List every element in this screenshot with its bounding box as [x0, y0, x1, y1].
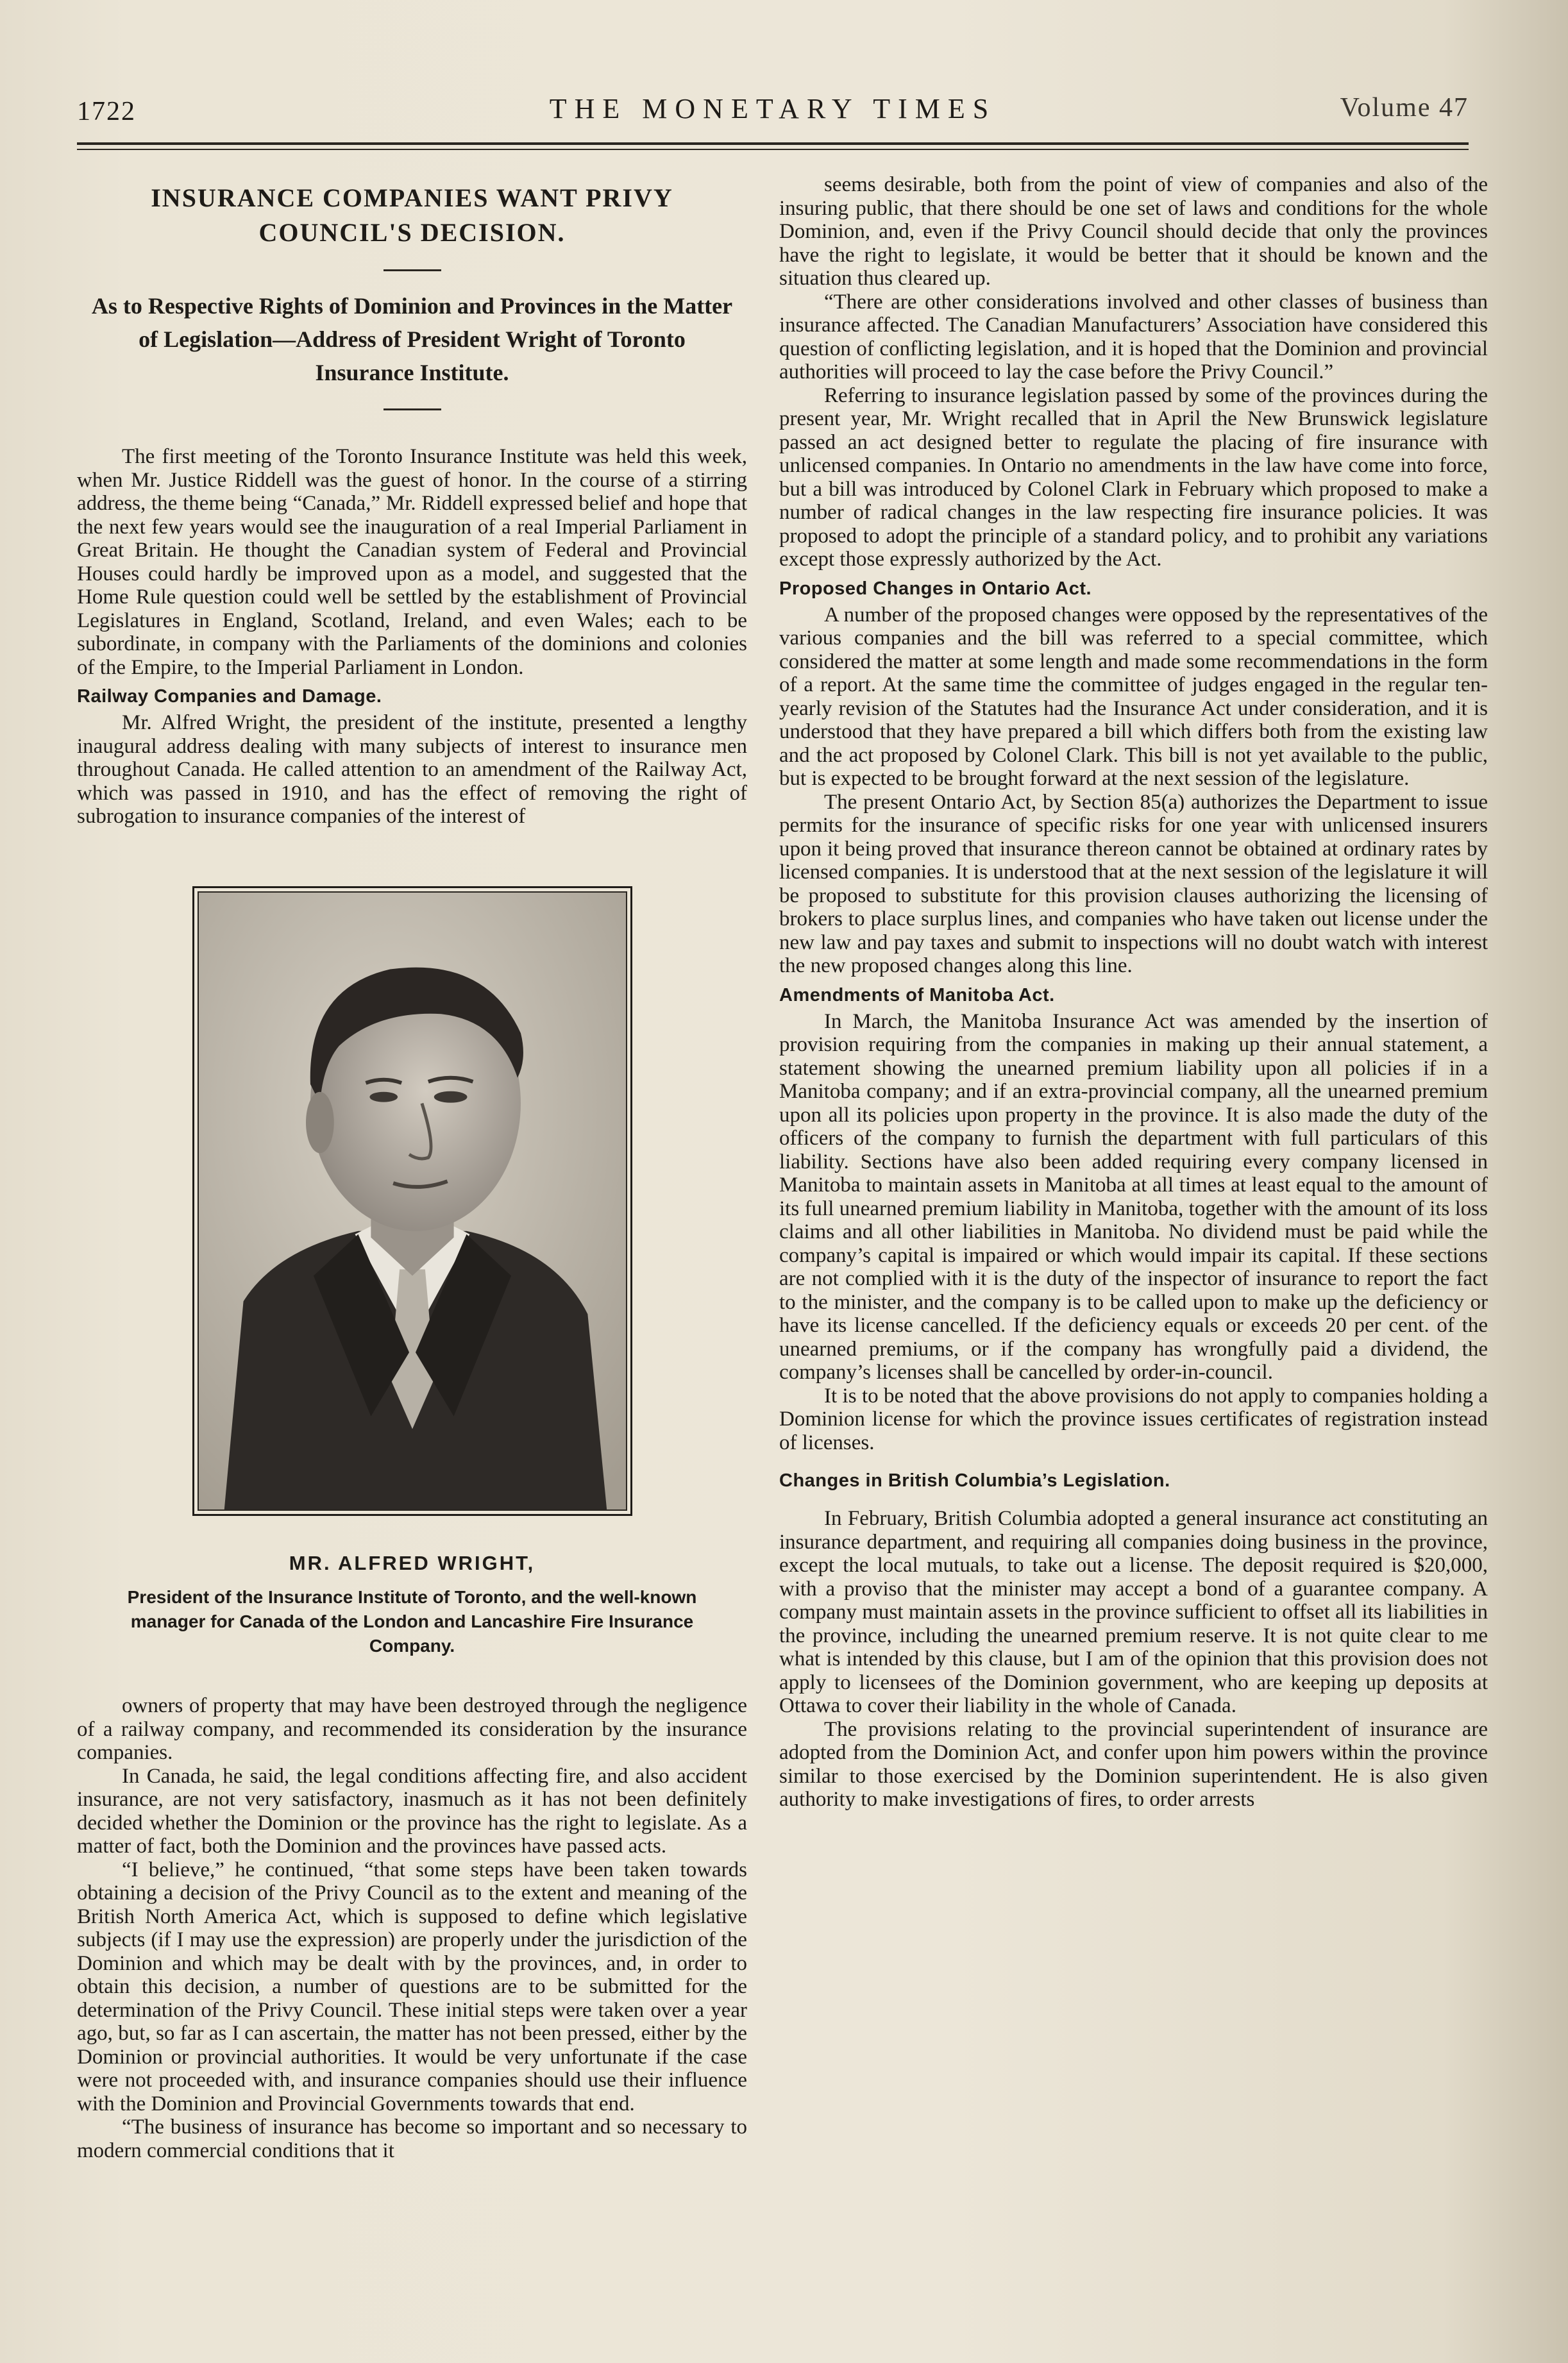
body-paragraph: The provisions relating to the provincial superintendent of insurance are adopted from the Dominion Act, and confer upon him powers within the province similar to those exercised by the Dominion superintendent. He is also given authority to make investigations of fires, to order arrests	[779, 1717, 1488, 1811]
body-paragraph: In Canada, he said, the legal conditions affecting fire, and also accident insurance, are not very satisfactory, inasmuch as it has not been definitely decided whether the Dominion or the province has the right to legislate. As a matter of fact, both the Dominion and the provinces have passed acts.	[77, 1764, 747, 1858]
headline-line-1: INSURANCE COMPANIES WANT PRIVY	[151, 183, 673, 212]
header-rule-thin	[77, 149, 1469, 150]
subhead-british-columbia: Changes in British Columbia’s Legislation.	[779, 1470, 1170, 1491]
page-number: 1722	[77, 97, 136, 126]
journal-title: THE MONETARY TIMES	[549, 93, 997, 124]
body-paragraph: In February, British Columbia adopted a general insurance act constituting an insurance department, and requiring all companies doing business in the province, except the local mutuals, to take out a license. The deposit required is $20,000, with a proviso that the minister may accept a bond of a guarantee company. A company must maintain assets in the province sufficient to offset all its liabilities in the province, including the unearned premium reserve. It is not quite clear to me what is intended by this clause, but I am of the opinion that this provision does not apply to licensees of the Dominion government, who are keeping up deposits at Ottawa to cover their liability in the whole of Canada.	[779, 1507, 1488, 1717]
body-paragraph: Referring to insurance legislation passed by some of the provinces during the present year, Mr. Wright recalled that in April the New Brunswick legislature passed an act designed better to regulate the placing of fire insurance with unlicensed companies. In Ontario no amendments in the law have come into force, but a bill was introduced by Colonel Clark in February which proposed to make a number of radical changes in the law respecting fire insurance policies. It was proposed to adopt the principle of a standard policy, and to prohibit any variations except those expressly authorized by the Act.	[779, 383, 1488, 571]
right-body-section-3	[779, 1010, 1488, 1455]
body-paragraph: “I believe,” he continued, “that some steps have been taken towards obtaining a decision of the Privy Council as to the extent and meaning of the British North America Act, which is supposed to define which legislative subjects (if I may use the expression) are properly under the jurisdiction of the Dominion and which may be dealt with by the provinces, and, in order to obtain this decision, a number of questions are to be submitted for the determination of the Privy Council. These initial steps were taken over a year ago, but, so far as I can ascertain, the matter has not been pressed, either by the Dominion or provincial authorities. It would be very unfortunate if the case were not proceeded with, and insurance companies should use their influence with the Dominion and Provincial Governments towards that end.	[77, 1858, 747, 2115]
left-column	[77, 173, 747, 2162]
right-body-section-4	[779, 1507, 1488, 1812]
body-paragraph: The first meeting of the Toronto Insurance Institute was held this week, when Mr. Justice Riddell was the guest of honor. In the course of a stirring address, the theme being “Canada,” Mr. Riddell expressed belief and hope that the next few years would see the inauguration of a real Imperial Parliament in Great Britain. He thought the Canadian system of Federal and Provincial Houses could hardly be improved upon as a model, and suggested that the Home Rule question could well be settled by the establishment of Provincial Legislatures in England, Scotland, Ireland, and even Wales; each to be subordinate, in company with the Parliaments of the dominions and colonies of the Empire, to the Imperial Parliament in London.	[77, 445, 747, 679]
headline-divider	[384, 269, 441, 271]
article-deck: As to Respective Rights of Dominion and Provinces in the Matter of Legislation—Address of President Wright of Toronto Insurance Institute.	[91, 293, 733, 385]
portrait-illustration	[199, 893, 626, 1509]
body-paragraph: Mr. Alfred Wright, the president of the institute, presented a lengthy inaugural address dealing with many subjects of interest to insurance men throughout Canada. He called attention to an amendment of the Railway Act, which was passed in 1910, and has the effect of removing the right of subrogation to insurance companies of the interest of	[77, 711, 747, 828]
body-paragraph: “There are other considerations involved and other classes of business than insurance affected. The Canadian Manufacturers’ Association have considered this question of conflicting legislation, and it is hoped that the Dominion and provincial authorities will proceed to lay the case before the Privy Council.”	[779, 290, 1488, 383]
body-paragraph: The present Ontario Act, by Section 85(a) authorizes the Department to issue permits for the insurance of specific risks for one year with unlicensed insurers upon it being proved that insurance thereon cannot be obtained at ordinary rates by licensed companies. It is understood that at the next session of the legislature it will be proposed to substitute for this provision clauses authorizing the licensing of brokers to place surplus lines, and companies who have taken out license under the new law and pay taxes and submit to inspections will no doubt watch with interest the new proposed changes along this line.	[779, 790, 1488, 977]
body-paragraph: In March, the Manitoba Insurance Act was amended by the insertion of provision requiring from the companies in making up their annual statement, a statement showing the unearned premium liability upon all policies if in a Manitoba company; and if an extra-provincial company, all the unearned premium upon all its policies upon property in the province. It is also made the duty of the officers of the company to furnish the department with full particulars of this liability. Sections have also been added requiring every company licensed in Manitoba to maintain assets in Manitoba at all times at least equal to the amount of its full unearned premium liability in Manitoba, together with the amount of its loss claims and all other liabilities in Manitoba. No dividend must be paid while the company’s capital is impaired or which would impair its capital. If these sections are not complied with it is the duty of the inspector of insurance to report the fact to the minister, and the company is to be called upon to make up the deficiency or have its license cancelled. If the deficiency equals or exceeds 20 per cent. of the unearned premiums, or if the company has wrongfully paid a dividend, the company’s licenses shall be cancelled by order-in-council.	[779, 1009, 1488, 1384]
photo-caption-name: MR. ALFRED WRIGHT,	[289, 1551, 535, 1574]
body-paragraph: A number of the proposed changes were opposed by the representatives of the various companies and the bill was referred to a special committee, which considered the matter at some length and made some recommendations in the form of a report. At the same time the committee of judges engaged in the regular ten-yearly revision of the Statutes had the Insurance Act under consideration, and it is understood that they have prepared a bill which differs both from the existing law and the act proposed by Colonel Clark. This bill is not yet available to the public, but is expected to be brought forward at the next session of the legislature.	[779, 603, 1488, 790]
subhead-ontario: Proposed Changes in Ontario Act.	[779, 578, 1092, 599]
subhead-railway: Railway Companies and Damage.	[77, 686, 382, 707]
right-body-section-2	[779, 603, 1488, 978]
article-headline	[77, 181, 747, 250]
portrait-image	[198, 891, 627, 1511]
body-paragraph: It is to be noted that the above provisions do not apply to companies holding a Dominion license for which the province issues certificates of registration instead of licenses.	[779, 1384, 1488, 1454]
deck-divider	[384, 408, 441, 410]
volume-label: Volume 47	[1340, 93, 1469, 122]
headline-line-2: COUNCIL'S DECISION.	[258, 218, 566, 247]
right-column	[779, 173, 1488, 1812]
header-rule	[77, 142, 1469, 145]
photo-caption-description: President of the Insurance Institute of Toronto, and the well-known manager for Canada of the London and Lancashire Fire Insurance Company.	[127, 1587, 697, 1656]
body-paragraph: seems desirable, both from the point of view of companies and also of the insuring public, that there should be one set of laws and conditions for the whole Dominion, and, even if the Privy Council should decide that only the provinces have the right to legislate, it would be better that it should be known and the situation thus cleared up.	[779, 173, 1488, 290]
subhead-manitoba: Amendments of Manitoba Act.	[779, 984, 1055, 1005]
left-body-section-2	[77, 711, 747, 828]
right-body-section-1	[779, 173, 1488, 571]
page-header	[77, 90, 1469, 135]
left-body-section-3	[77, 1694, 747, 2162]
portrait-photo	[192, 886, 632, 1516]
body-paragraph: owners of property that may have been destroyed through the negligence of a railway company, and recommended its consideration by the insurance companies.	[77, 1694, 747, 1764]
body-paragraph: “The business of insurance has become so important and so necessary to modern commercial conditions that it	[77, 2115, 747, 2162]
left-body-section-1	[77, 445, 747, 679]
